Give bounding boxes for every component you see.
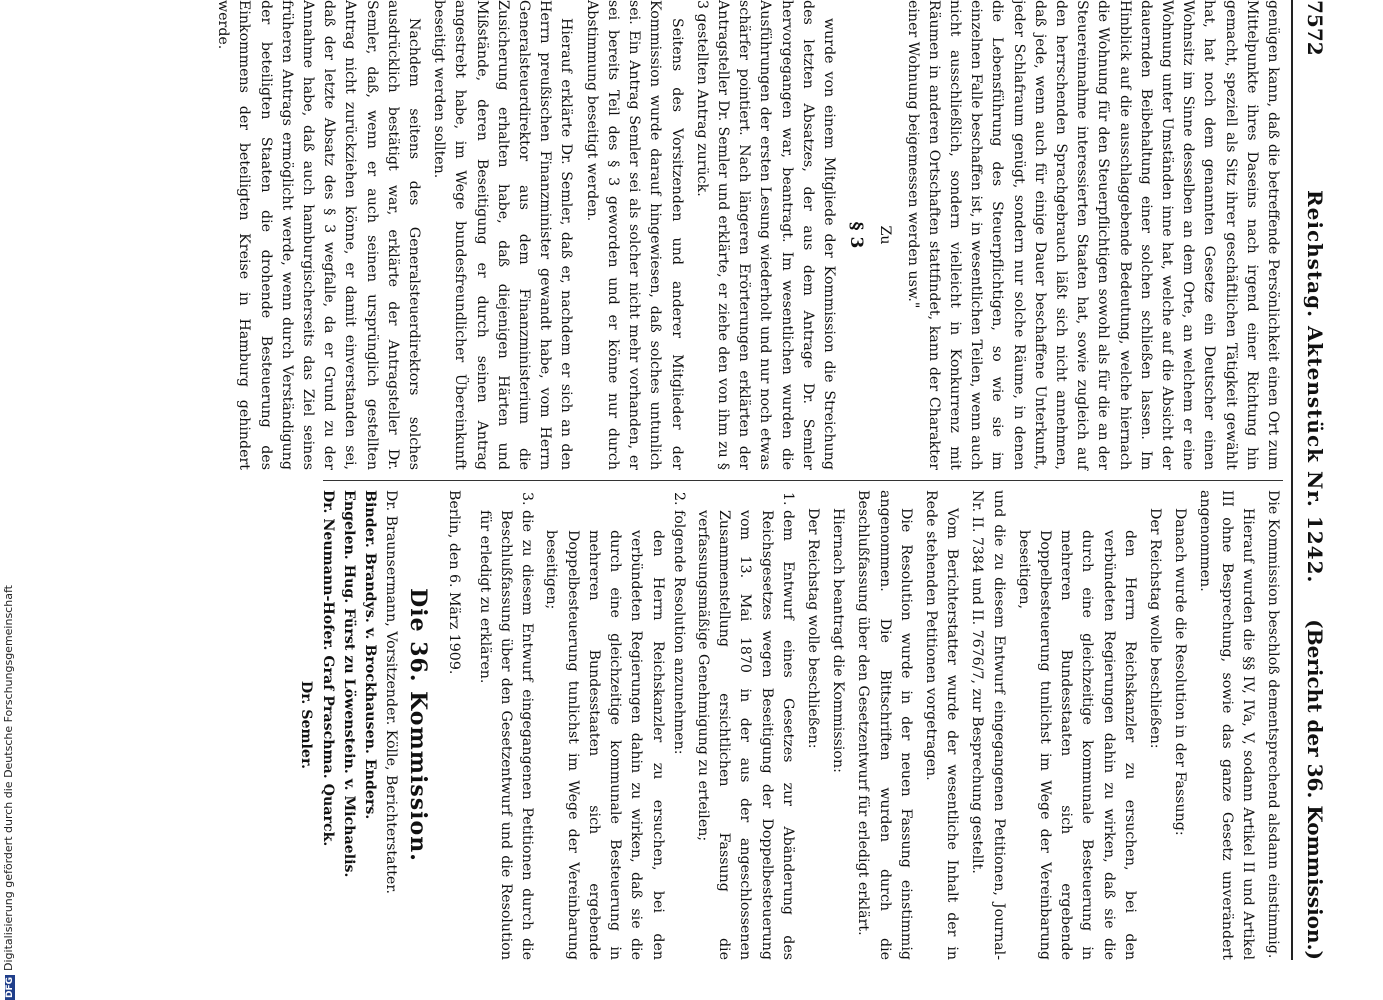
digitization-caption — [2, 585, 15, 1000]
page-title: Reichstag. Aktenstück Nr. 1242. — [1303, 190, 1327, 584]
signatory-line: Dr. Semler. — [298, 680, 315, 770]
paragraph: Vom Berichterstatter wurde der wesentliche Inhalt der in Rede stehenden Petitionen vorgetragen. — [922, 490, 961, 960]
rotated-document — [215, 0, 1335, 960]
paragraph: Hierauf wurden die §§ IV, IVa, V, sodann Artikel II und Artikel III ohne Besprechung, sowie das ganze Gesetz unverändert angenommen. — [1197, 490, 1256, 960]
page-header — [1291, 0, 1335, 960]
list-item: 1. dem Entwurf eines Gesetzes zur Abänderung des Reichsgesetzes wegen Beseitigung der Doppelbesteuerung vom 13. Mai 1870 in der aus der angeschlossenen Zusammenstellung ersichtlichen Fassung die verfassungsmäßige Genehmigung zu erteilen; — [692, 510, 798, 960]
paragraph: Der Reichstag wolle beschließen: — [804, 508, 821, 749]
column-divider — [323, 480, 1283, 481]
paragraph: Die Resolution wurde in der neuen Fassung einstimmig angenommen. Die Bittschriften wurden durch die Beschlußfassung über den Gesetzentwurf für erledigt erklärt. — [855, 490, 914, 960]
page-number: 7572 — [1303, 0, 1327, 56]
signatory-line: Dr. Braunsermann, Vorsitzender. Kölle, Berichterstatter. — [383, 490, 400, 895]
paragraph: und die zu diesem Entwurf eingegangenen Petitionen, Journal-Nr. II. 7384 und II. 7676/7, zur Besprechung gestellt. — [969, 490, 1007, 960]
signatories — [295, 490, 401, 960]
caption-text: Digitalisierung gefördert durch die Deutsche Forschungsgemeinschaft — [2, 585, 15, 971]
paragraph: Die Kommission beschloß dementsprechend alsdann einstimmig. — [1265, 490, 1281, 959]
list-item: 3. die zu diesem Entwurf eingegangenen Petitionen durch die Beschlußfassung über den Gesetzentwurf und die Resolution für erledigt zu erklären. — [474, 510, 538, 960]
commission-title: Die 36. Kommission. — [405, 588, 432, 862]
list-item-text: folgende Resolution anzunehmen: — [670, 510, 687, 755]
paragraph: Der Reichstag wolle beschließen: — [1146, 508, 1163, 749]
signatory-line: Engelen. Hug. Fürst zu Löwenstein. v. Michaelis. — [340, 490, 357, 878]
page-subtitle: (Bericht der 36. Kommission.) — [1303, 619, 1327, 960]
list-item — [540, 510, 688, 960]
date-line: Berlin, den 6. März 1909. — [445, 490, 462, 675]
signatory-line: Binder. Brandys. v. Brockhausen. Enders. — [362, 490, 379, 820]
paragraph: wurde von einem Mitgliede der Kommission die Streichung des letzten Absatzes, der aus dem Antrage Dr. Semler hervorgegangen war, beantragt. Im wesentlichen wurden die Ausführungen der ersten Lesung wiederholt und nur noch etwas schärfer pointiert. Nach längeren Erörterungen erklärten der Antragsteller Dr. Semler und erklärte, er ziehe den von ihm zu § 3 gestellten Antrag zurück. — [693, 0, 837, 470]
signatory-line: Dr. Neumann-Hofer. Graf Praschma. Quarck. — [319, 490, 336, 847]
paragraph: Hiernach beantragt die Kommission: — [830, 508, 847, 773]
left-column — [208, 0, 1283, 470]
paragraph: Danach wurde die Resolution in der Fassung: — [1172, 508, 1189, 836]
paragraph: Seitens des Vorsitzenden und anderer Mitglieder der Kommission wurde darauf hingewiesen, daß solches untunlich sei. Ein Antrag Semler sei als solcher nicht mehr vorhanden, er sei bereits Teil des § 3 geworden und er könne nur durch Abstimmung beseitigt werden. — [583, 0, 685, 470]
paragraph: genügen kann, daß die betreffende Persönlichkeit einen Ort zum Mittelpunkte ihres Daseins nach irgend einer Richtung hin gemacht, speziell als Sitz ihrer geschäftlichen Tätigkeit gewählt hat, hat noch dem genannten Gesetze ein Deutscher einen Wohnsitz im Sinne desselben an dem Orte, an welchem er eine Wohnung unter Umständen inne hat, welche auf die Absicht der dauernden Beibehaltung einer solchen schließen lassen. Im Hinblick auf die ausschlaggebende Bedeutung, welche hiernach die Wohnung für den Steuerpflichtigen sowohl als für die an der Steuereinnahme interessierten Staaten hat, sowie zugleich auf den herrschenden Sprachgebrauch läßt sich nicht annehmen, daß jede, wenn auch für einige Dauer beschaffene Unterkunft, jeder Schlafraum genügt, sondern nur solche Räume, in denen die Lebensführung des Steuerpflichtigen, so wie sie im einzelnen Falle beschaffen ist, in wesentlichen Teilen, wenn auch nicht ausschließlich, sondern vielleicht in Konkurrenz mit Räumen in anderen Ortschaften stattfindet, kann der Charakter einer Wohnung beigemessen werden usw." — [904, 0, 1281, 470]
motion-list — [474, 490, 798, 960]
resolution-text: den Herrn Reichskanzler zu ersuchen, bei den verbündeten Regierungen dahin zu wirken, daß sie die durch eine gleichzeitige kommunale Besteuerung in mehreren Bundesstaaten sich ergebende Doppelbesteuerung tunlichst im Wege der Vereinbarung beseitigen; — [543, 530, 666, 960]
right-column — [295, 490, 1283, 960]
section-heading: § 3 — [846, 221, 867, 249]
paragraph: Nachdem seitens des Generalsteuerdirektors solches ausdrücklich bestätigt war, erklärte der Antragsteller Dr. Semler, daß, wenn er auch seinen ursprünglich gestellten Antrag nicht zurückziehen könne, er damit einverstanden sei, daß der letzte Absatz des § 3 wegfalle, da er Grund zu der Annahme habe, daß auch hamburgischerseits das Ziel seines früheren Antrags ermöglicht werde, wenn durch Verständigung der beteiligten Staaten die drohende Besteuerung des Einkommens der beteiligten Kreise in Hamburg gehindert werde. — [215, 0, 423, 470]
dfg-logo: DFG — [5, 976, 15, 998]
section-intro: Zu — [877, 225, 894, 245]
paragraph: Hierauf erklärte Dr. Semler, daß er, nachdem er sich an den Herrn preußischen Finanzminister gewandt habe, vom Herrn Generalsteuerdirektor aus dem Finanzministerium die Zusicherung erhalten habe, daß diejenigen Härten und Mißstände, deren Beseitigung er durch seinen Antrag angestrebt habe, im Wege bundesfreundlicher Übereinkunft beseitigt werden sollten. — [431, 0, 575, 470]
quoted-resolution: den Herrn Reichskanzler zu ersuchen, bei den verbündeten Regierungen dahin zu wirken, daß sie die durch eine gleichzeitige kommunale Besteuerung in mehreren Bundesstaaten sich ergebende Doppelbesteuerung tunlichst im Wege der Vereinbarung beseitigen, — [1015, 530, 1138, 960]
